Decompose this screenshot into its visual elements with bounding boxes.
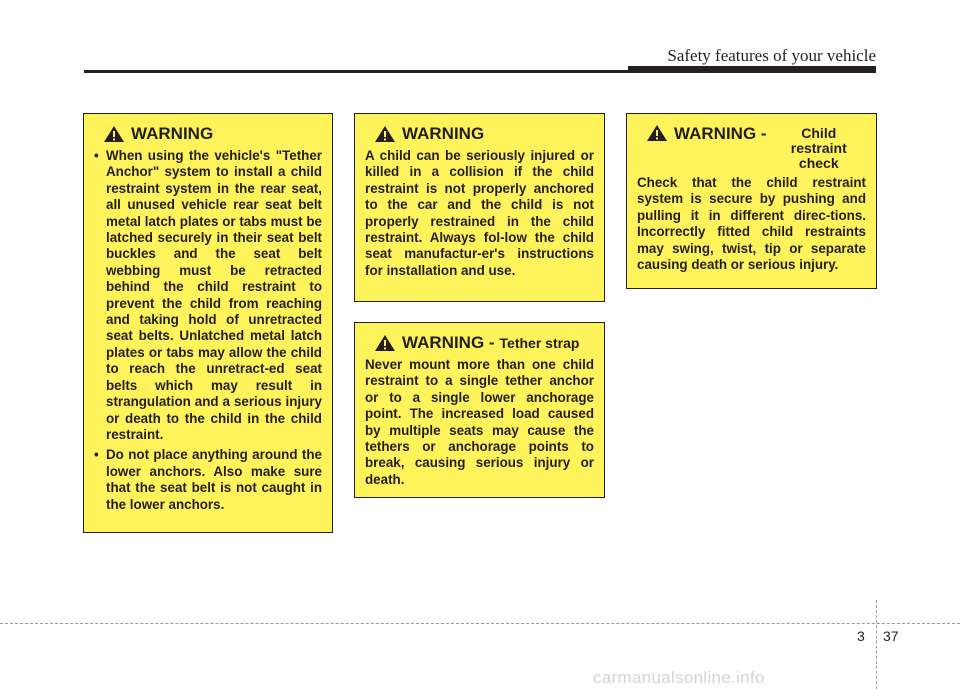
warning-bullet: • Do not place anything around the lower anchors. Also make sure that the seat belt is not caught in the lower anchors. <box>94 447 322 513</box>
warning-box-tether-strap <box>354 322 605 498</box>
footer-rule <box>0 623 960 624</box>
watermark: carmanualsonline.info <box>593 668 765 687</box>
warning-bullet: • When using the vehicle's "Tether Anchor" system to install a child restraint system in the rear seat, all unused vehicle rear seat belt metal latch plates or tabs must be latched securely in their seat belt buckles and the seat belt webbing must be retracted behind the child restraint to prevent the child from reaching and taking hold of unretracted seat belts. Unlatched metal latch plates or tabs may allow the child to reach the unretract-ed seat belts which may result in strangulation and a serious injury or death to the child in the child restraint. <box>94 148 322 443</box>
warning-body-text: Check that the child restraint system is secure by pushing and pulling it in different direc-tions. Incorrectly fitted child restraints may swing, twist, tip or separate causing death or serious injury. <box>637 175 866 273</box>
warning-title <box>646 124 866 171</box>
warning-title-text: WARNING <box>402 124 485 143</box>
warning-box-restraint-check <box>626 113 877 289</box>
warning-bullet-list <box>94 148 322 513</box>
warning-triangle-icon <box>374 125 396 143</box>
warning-triangle-icon <box>103 125 125 143</box>
chapter-number: 3 <box>857 628 865 644</box>
footer-divider <box>876 600 877 689</box>
warning-body-text: Never mount more than one child restraint to a single tether anchor or to a single lower anchorage point. The increased load caused by multiple seats may cause the tethers or anchorage points to break, causing serious injury or death. <box>365 357 594 487</box>
warning-title <box>374 333 594 353</box>
warning-body-text: A child can be seriously injured or killed in a collision if the child restraint is not properly anchored to the car and the child is not properly restrained in the child restraint. Always fol-low the child seat manufactur-er's instructions for installation and use. <box>365 148 594 278</box>
warning-box-tether-anchor <box>83 113 333 533</box>
warning-triangle-icon <box>374 334 396 352</box>
warning-title <box>103 124 322 144</box>
warning-title-text: WARNING - <box>674 124 767 143</box>
warning-subtitle: Child restraint check <box>790 125 847 171</box>
header-rule-accent <box>628 66 876 71</box>
warning-title-text: WARNING - <box>402 333 495 352</box>
warning-title <box>374 124 594 144</box>
warning-title-text: WARNING <box>131 124 214 143</box>
page-header-title: Safety features of your vehicle <box>667 46 876 65</box>
warning-box-child-injury <box>354 113 605 302</box>
warning-triangle-icon <box>646 124 668 142</box>
warning-subtitle: Tether strap <box>499 334 580 351</box>
page-number: 37 <box>883 628 899 644</box>
